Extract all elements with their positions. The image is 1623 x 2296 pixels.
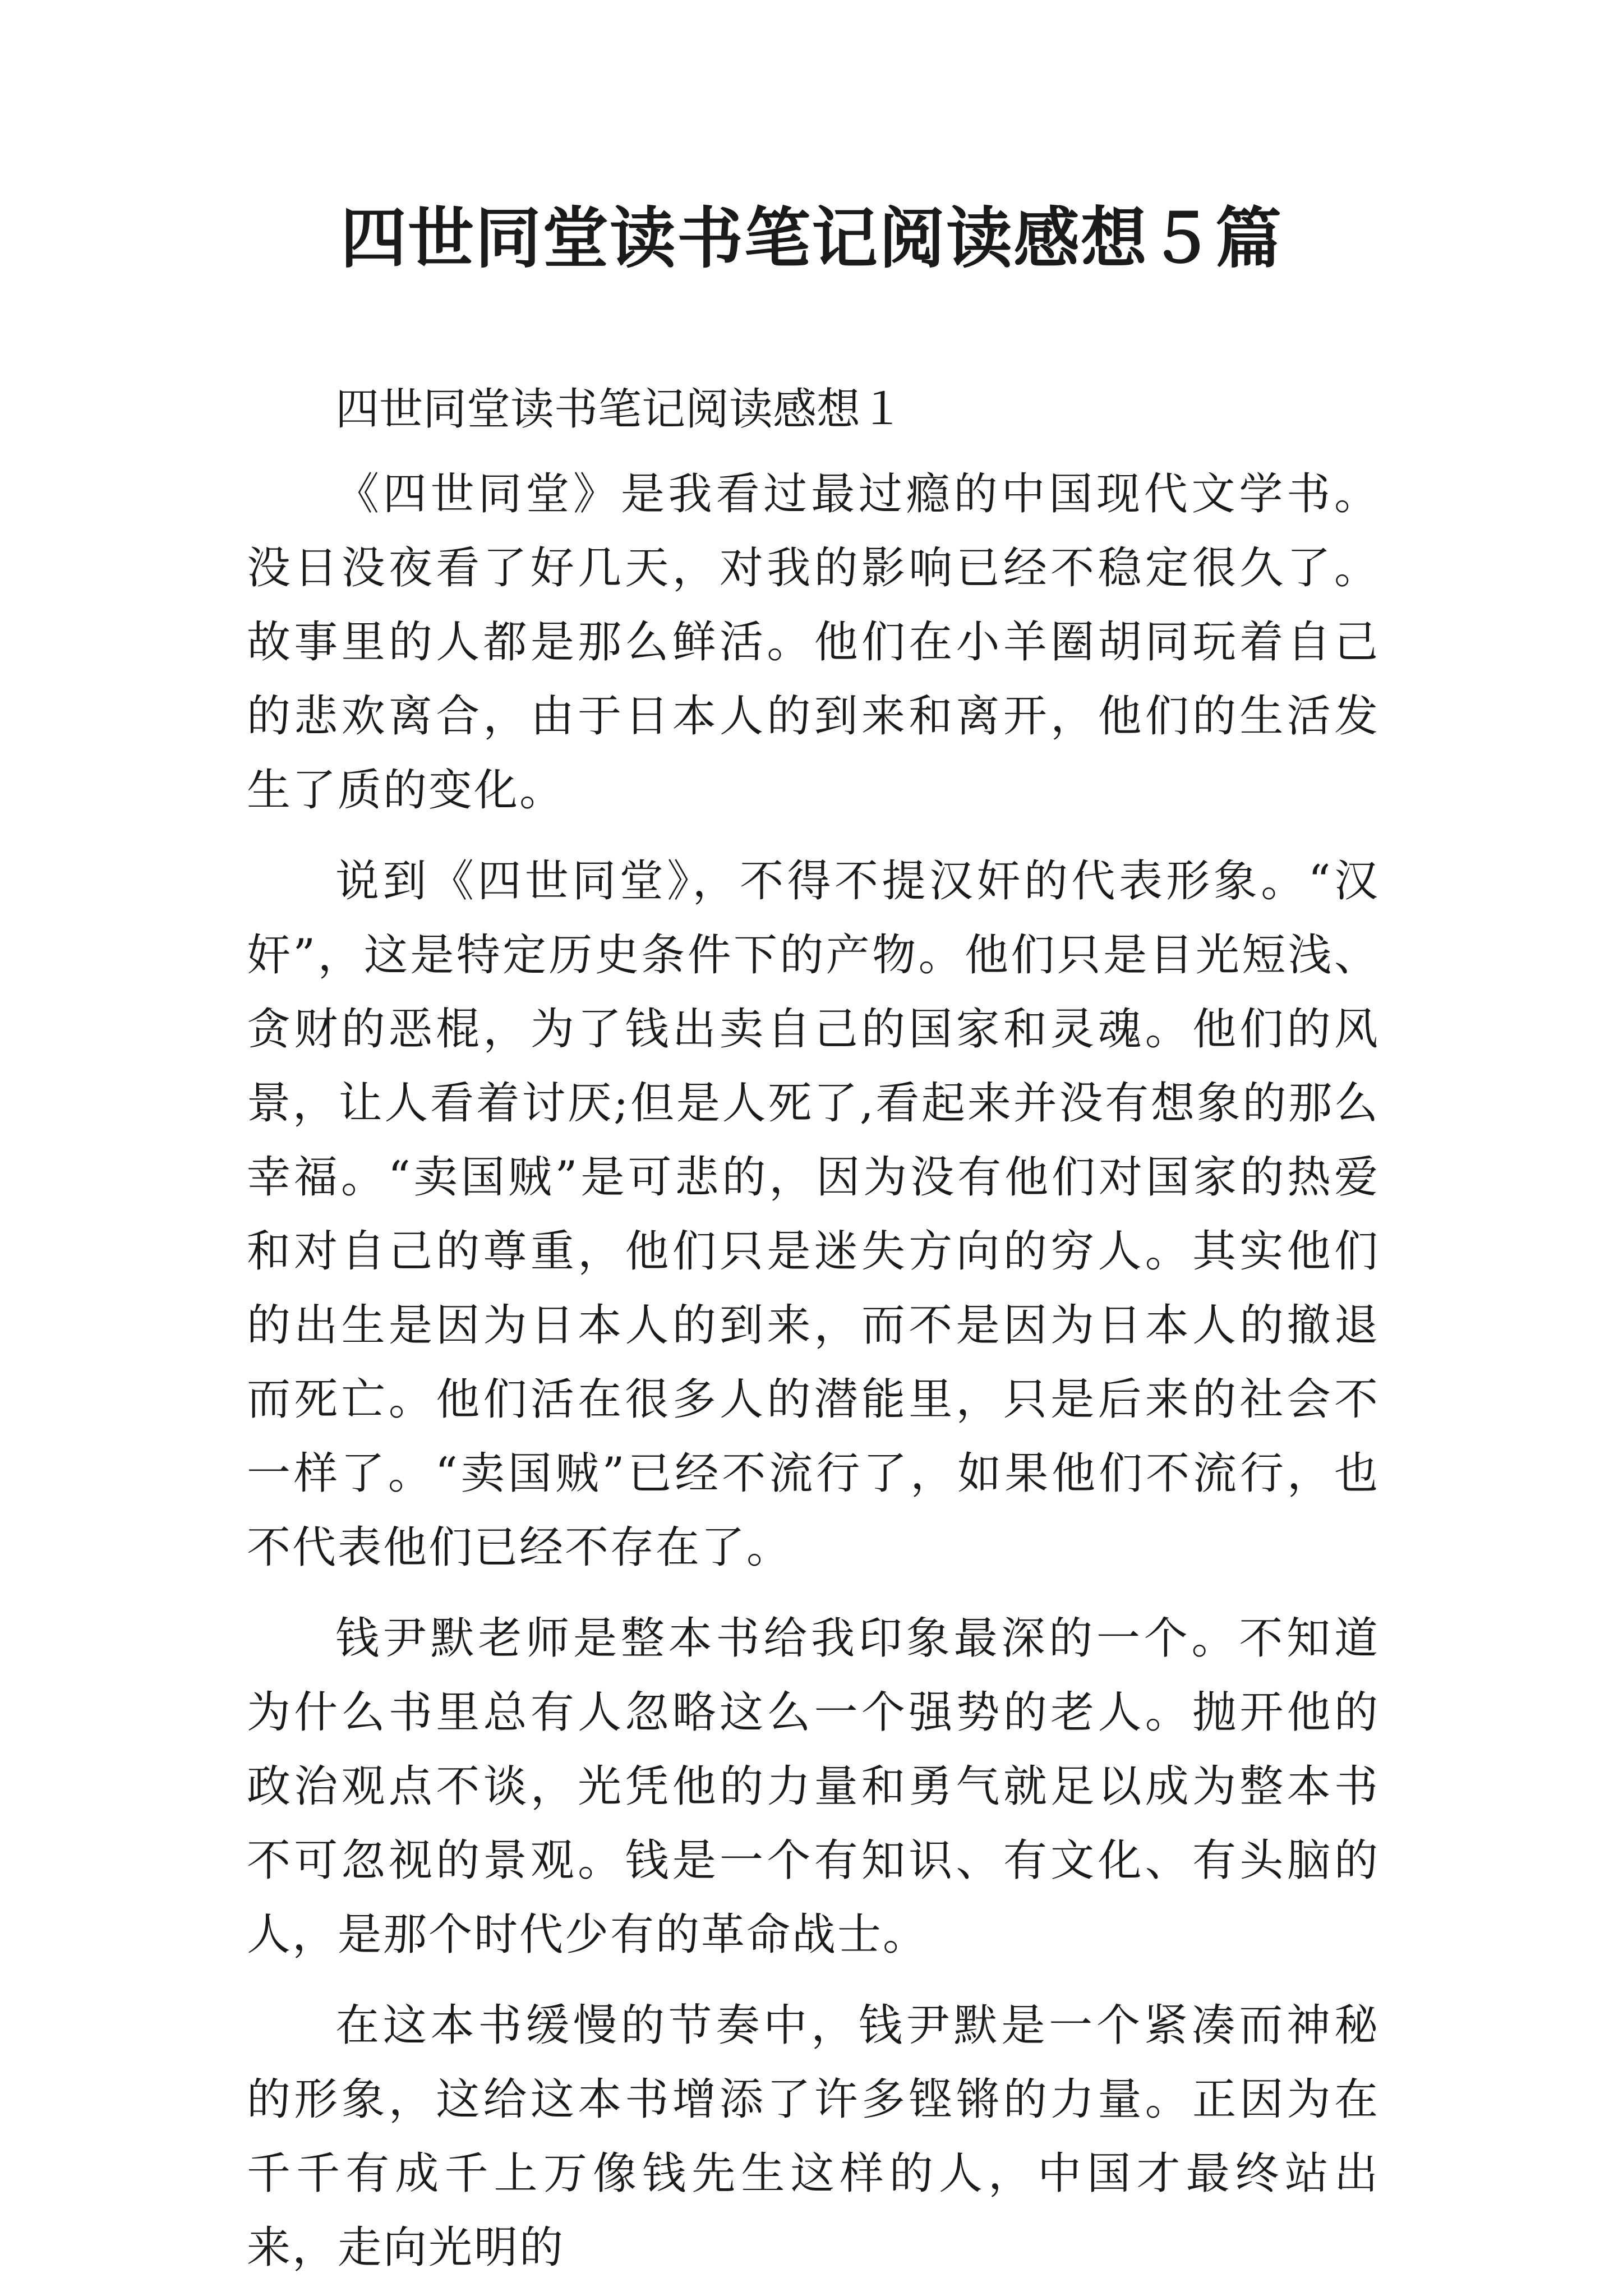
paragraph: 说到《四世同堂》，不得不提汉奸的代表形象。“汉奸”，这是特定历史条件下的产物。他们只是目光短浅、贪财的恶棍，为了钱出卖自己的国家和灵魂。他们的风景，让人看着讨厌;但是人死了,看起来并没有想象的那么幸福。“卖国贼”是可悲的，因为没有他们对国家的热爱和对自己的尊重，他们只是迷失方向的穷人。其实他们的出生是因为日本人的到来，而不是因为日本人的撤退而死亡。他们活在很多人的潜能里，只是后来的社会不一样了。“卖国贼”已经不流行了，如果他们不流行，也不代表他们已经不存在了。: [247, 856, 1380, 1573]
paragraph: 钱尹默老师是整本书给我印象最深的一个。不知道为什么书里总有人忽略这么一个强势的老人。抛开他的政治观点不谈，光凭他的力量和勇气就足以成为整本书不可忽视的景观。钱是一个有知识、有文化、有头脑的人，是那个时代少有的革命战士。: [247, 1613, 1380, 1960]
paragraph: 《四世同堂》是我看过最过瘾的中国现代文学书。没日没夜看了好几天，对我的影响已经不稳定很久了。故事里的人都是那么鲜活。他们在小羊圈胡同玩着自己的悲欢离合，由于日本人的到来和离开，他们的生活发生了质的变化。: [247, 469, 1380, 816]
section-heading: 四世同堂读书笔记阅读感想１: [335, 384, 905, 435]
document-title: 四世同堂读书笔记阅读感想５篇: [340, 199, 1283, 277]
document-body: [247, 457, 1380, 2285]
paragraph: 在这本书缓慢的节奏中，钱尹默是一个紧凑而神秘的形象，这给这本书增添了许多铿锵的力量。正因为在千千有成千上万像钱先生这样的人，中国才最终站出来，走向光明的: [247, 2000, 1380, 2273]
